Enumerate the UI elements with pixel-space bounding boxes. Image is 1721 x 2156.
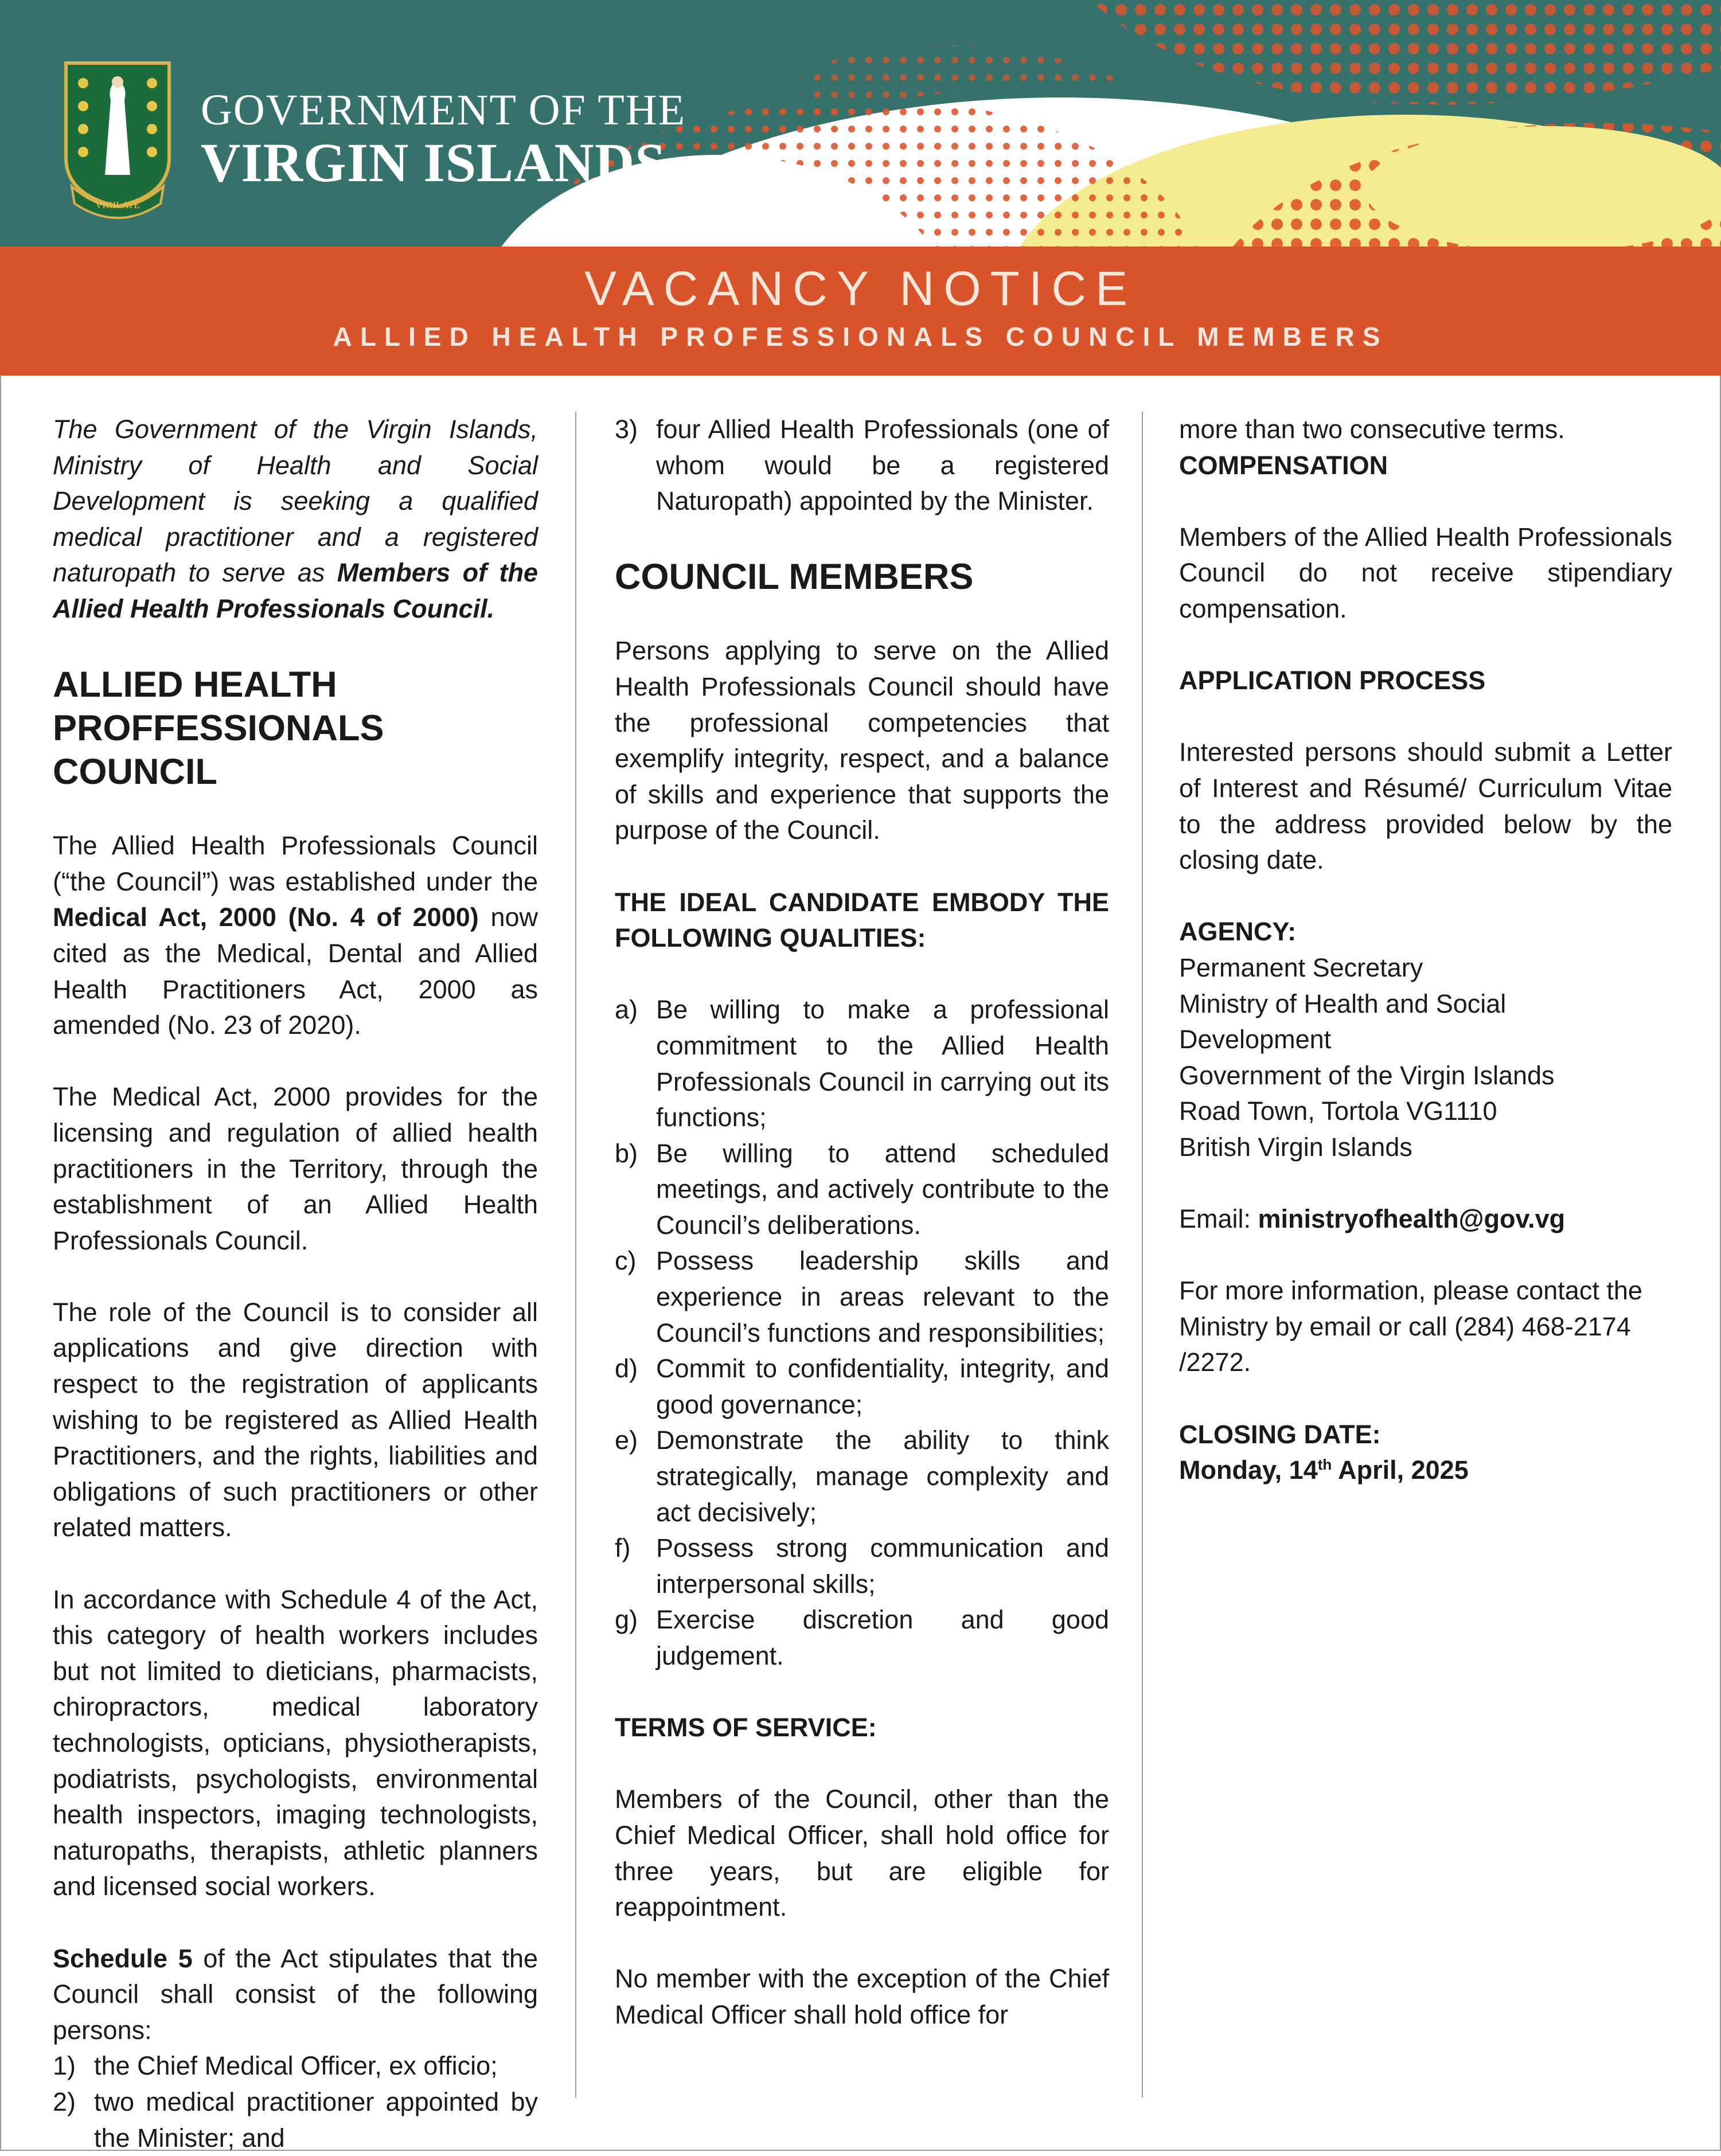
list-text: Demonstrate the ability to think strategically, manage complexity and act decisively; bbox=[656, 1425, 1109, 1527]
paragraph-schedule-5 bbox=[53, 1941, 538, 2049]
qualities-heading: THE IDEAL CANDIDATE EMBODY THE FOLLOWING QUALITIES: bbox=[615, 887, 1109, 953]
paragraph-terms-2: No member with the exception of the Chief Medical Officer shall hold office for bbox=[615, 1964, 1109, 2029]
list-text: four Allied Health Professionals (one of whom would be a registered Naturopath) appointed by the Minister. bbox=[656, 415, 1109, 516]
header-banner bbox=[0, 0, 1721, 376]
closing-heading: CLOSING DATE: bbox=[1179, 1419, 1381, 1449]
list-text: two medical practitioner appointed by the Minister; and bbox=[94, 2087, 538, 2153]
column-3 bbox=[1179, 412, 1672, 1489]
list-marker: b) bbox=[615, 1138, 638, 1168]
column-divider bbox=[575, 412, 576, 2098]
schedule-5-bold: Schedule 5 bbox=[53, 1943, 193, 1973]
list-item bbox=[615, 992, 1109, 1135]
qualities-list bbox=[615, 992, 1109, 1674]
closing-sup: th bbox=[1317, 1456, 1332, 1474]
list-marker: 2) bbox=[53, 2087, 76, 2116]
closing-day: Monday, 14 bbox=[1179, 1455, 1318, 1485]
list-marker: g) bbox=[615, 1605, 638, 1635]
list-marker: d) bbox=[615, 1354, 638, 1384]
notice-subtitle: ALLIED HEALTH PROFESSIONALS COUNCIL MEMBERS bbox=[333, 322, 1388, 351]
motto-text: VIGILATE bbox=[95, 200, 140, 210]
p1-bold: Medical Act, 2000 (No. 4 of 2000) bbox=[53, 903, 479, 932]
paragraph-role: The role of the Council is to consider all applications and give direction with respect to the registration of applicants wishing to be registered as Allied Health Practitioners, and the rights, liabilities and obligations of such practitioners or other related matters. bbox=[53, 1297, 538, 1542]
list-marker: 3) bbox=[615, 415, 638, 444]
list-text: Be willing to make a professional commitment to the Allied Health Professionals Council in carrying out its functions; bbox=[656, 995, 1109, 1132]
intro-paragraph bbox=[53, 412, 538, 627]
address-line: Permanent Secretary bbox=[1179, 952, 1423, 982]
address-line: Development bbox=[1179, 1025, 1332, 1054]
column-1 bbox=[53, 412, 538, 2156]
list-text: Possess leadership skills and experience in areas relevant to the Council’s functions and responsibilities; bbox=[656, 1246, 1109, 1348]
members-list-cont bbox=[615, 412, 1109, 520]
terms-continued: more than two consecutive terms. bbox=[1179, 415, 1565, 444]
agency-heading: AGENCY: bbox=[1179, 917, 1297, 947]
paragraph-application: Interested persons should submit a Letter of Interest and Résumé/ Curriculum Vitae to the address provided below by the closing date. bbox=[1179, 737, 1672, 875]
paragraph-schedule-4: In accordance with Schedule 4 of the Act, this category of health workers includes but not limited to dieticians, pharmacists, chiropractors, medical laboratory technologists, opticians, physiotherapists, podiatrists, psychologists, environmental health inspectors, imaging technologists, naturopaths, therapists, athletic planners and licensed social workers. bbox=[53, 1584, 538, 1901]
coat-of-arms-icon bbox=[60, 60, 175, 221]
list-marker: e) bbox=[615, 1425, 638, 1455]
paragraph-terms-1: Members of the Council, other than the Chief Medical Officer, shall hold office for three years, but are eligible for reappointment. bbox=[615, 1784, 1109, 1922]
address-line: British Virgin Islands bbox=[1179, 1132, 1412, 1162]
list-item bbox=[53, 2084, 538, 2156]
list-text: Be willing to attend scheduled meetings, and actively contribute to the Council’s deliberations. bbox=[656, 1138, 1109, 1240]
gov-line-1: GOVERNMENT OF THE bbox=[201, 86, 686, 134]
column-2 bbox=[615, 412, 1109, 2033]
list-text: the Chief Medical Officer, ex officio; bbox=[94, 2051, 498, 2081]
p1-text-b: now cited as the Medical, Dental and Allied Health Practitioners Act, 2000 as amended (No. 23 of 2020). bbox=[53, 903, 538, 1040]
list-item bbox=[615, 1351, 1109, 1423]
list-text: Exercise discretion and good judgement. bbox=[656, 1605, 1109, 1670]
agency-address bbox=[1179, 950, 1672, 1166]
intro-text: The Government of the Virgin Islands, Ministry of Health and Social Development is seeking a qualified medical practitioner and a registered naturopath to serve as bbox=[53, 415, 538, 588]
column-divider bbox=[1142, 412, 1143, 2098]
list-item bbox=[615, 1602, 1109, 1674]
closing-date bbox=[1179, 1452, 1672, 1489]
email-line bbox=[1179, 1201, 1672, 1237]
gov-line-2: VIRGIN ISLANDS bbox=[201, 132, 666, 193]
list-marker: a) bbox=[615, 995, 638, 1025]
list-marker: 1) bbox=[53, 2051, 76, 2081]
compensation-heading: COMPENSATION bbox=[1179, 450, 1388, 480]
list-text: Possess strong communication and interpersonal skills; bbox=[656, 1533, 1109, 1599]
list-item bbox=[53, 2048, 538, 2084]
address-line: Road Town, Tortola VG1110 bbox=[1179, 1096, 1497, 1126]
government-logo-text bbox=[201, 86, 686, 192]
list-item bbox=[615, 1423, 1109, 1530]
closing-rest: April, 2025 bbox=[1338, 1455, 1469, 1485]
list-item bbox=[615, 1243, 1109, 1351]
intro-bold: Members of the Allied Health Professionals Council. bbox=[53, 558, 538, 623]
notice-title: VACANCY NOTICE bbox=[584, 261, 1137, 315]
council-members-heading: COUNCIL MEMBERS bbox=[615, 557, 974, 597]
email-label: Email: bbox=[1179, 1204, 1251, 1234]
list-item bbox=[615, 1530, 1109, 1602]
paragraph-medical-act: The Medical Act, 2000 provides for the licensing and regulation of allied health practitioners in the Territory, through the establishment of an Allied Health Professionals Council. bbox=[53, 1082, 538, 1255]
list-text: Commit to confidentiality, integrity, and good governance; bbox=[656, 1354, 1109, 1419]
paragraph-compensation: Members of the Allied Health Professionals Council do not receive stipendiary compensation. bbox=[1179, 522, 1672, 623]
members-list bbox=[53, 2048, 538, 2156]
council-heading: ALLIED HEALTH PROFFESSIONALS COUNCIL bbox=[53, 665, 384, 792]
list-marker: f) bbox=[615, 1533, 631, 1563]
paragraph-info: For more information, please contact the Ministry by email or call (284) 468-2174 /2272. bbox=[1179, 1276, 1642, 1377]
paragraph-applying: Persons applying to serve on the Allied Health Professionals Council should have the professional competencies that exemplify integrity, respect, and a balance of skills and experience that supports the purpose of the Council. bbox=[615, 636, 1109, 845]
p1-text-a: The Allied Health Professionals Council (“the Council”) was established under the bbox=[53, 831, 538, 896]
address-line: Ministry of Health and Social bbox=[1179, 989, 1507, 1018]
application-heading: APPLICATION PROCESS bbox=[1179, 666, 1486, 696]
terms-heading: TERMS OF SERVICE: bbox=[615, 1713, 877, 1743]
paragraph-established bbox=[53, 828, 538, 1044]
schedule-5-text: of the Act stipulates that the Council shall consist of the following persons: bbox=[53, 1943, 538, 2045]
list-marker: c) bbox=[615, 1246, 637, 1276]
list-item bbox=[615, 412, 1109, 520]
email-link[interactable]: ministryofhealth@gov.vg bbox=[1258, 1204, 1566, 1234]
list-item bbox=[615, 1136, 1109, 1244]
address-line: Government of the Virgin Islands bbox=[1179, 1060, 1555, 1090]
